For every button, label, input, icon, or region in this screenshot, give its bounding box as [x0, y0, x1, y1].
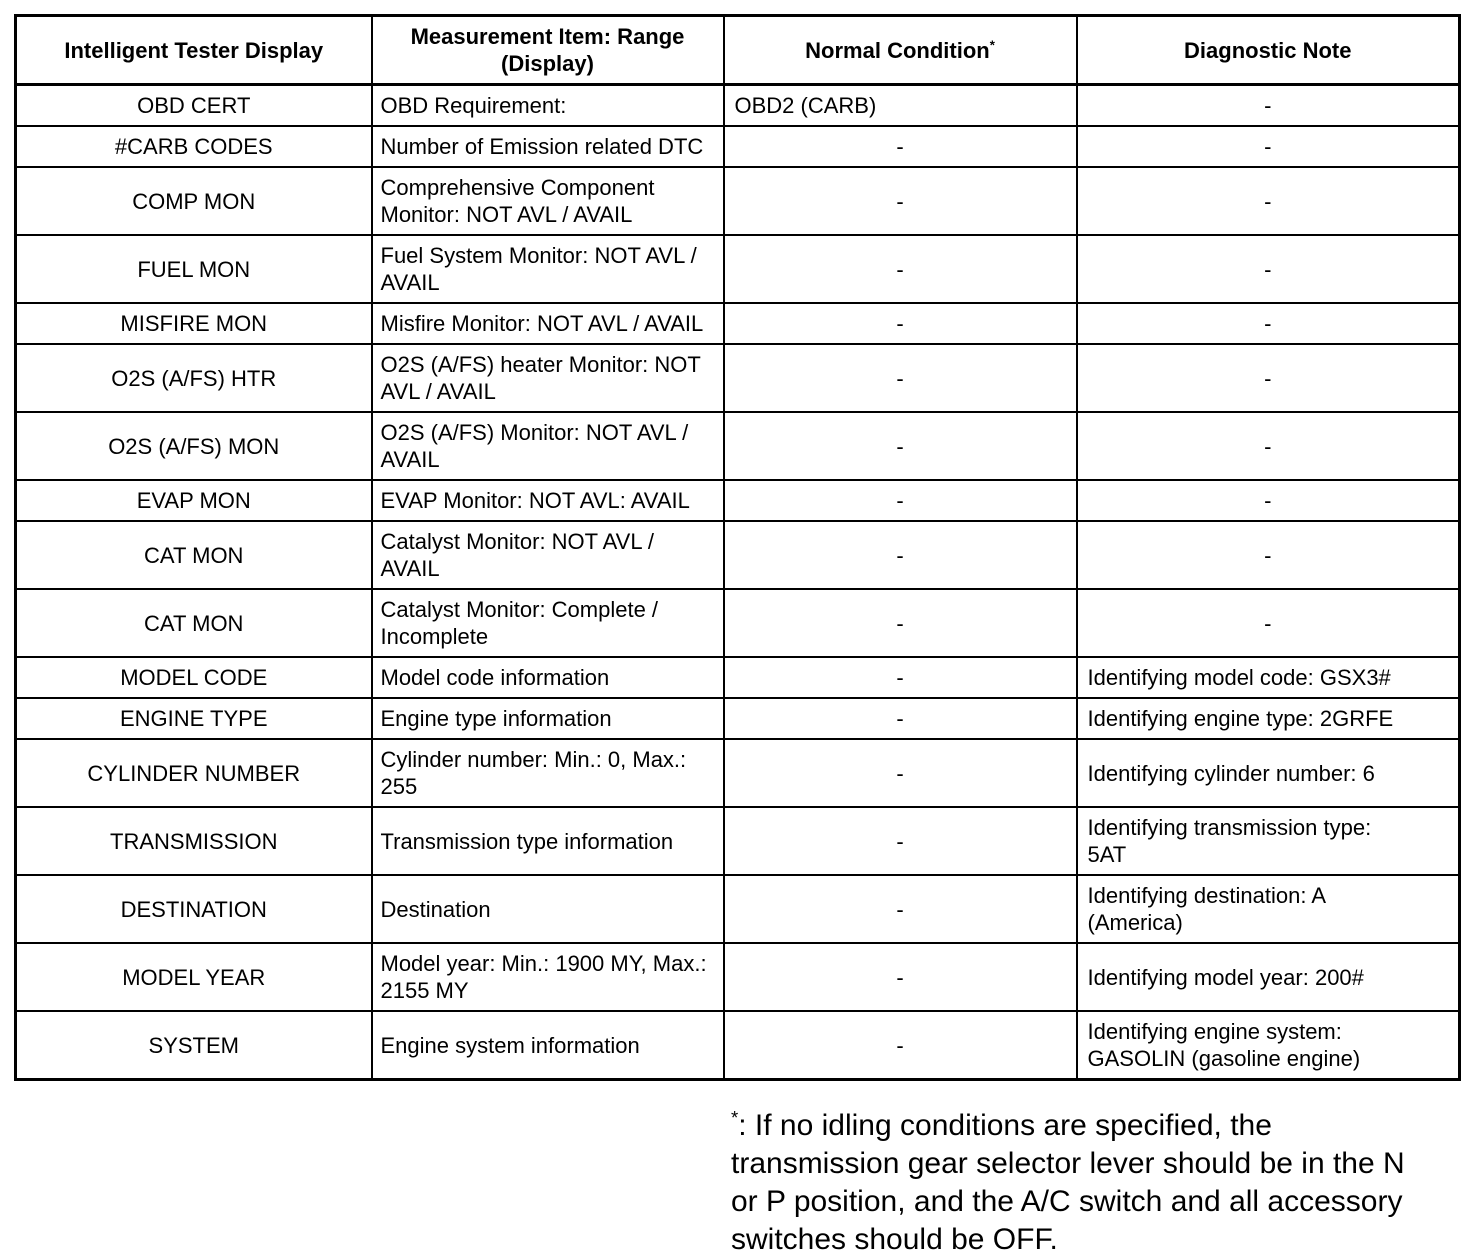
table-row [16, 521, 1460, 589]
cell-normal-condition: - [724, 235, 1077, 303]
cell-measurement-item: Model year: Min.: 1900 MY, Max.: 2155 MY [372, 943, 724, 1011]
cell-diagnostic-note: Identifying cylinder number: 6 [1077, 739, 1460, 807]
cell-tester-display: SYSTEM [16, 1011, 372, 1080]
cell-measurement-item: O2S (A/FS) heater Monitor: NOT AVL / AVAIL [372, 344, 724, 412]
cell-diagnostic-note: Identifying model code: GSX3# [1077, 657, 1460, 698]
cell-normal-condition: - [724, 875, 1077, 943]
cell-measurement-item: Engine type information [372, 698, 724, 739]
cell-diagnostic-note: Identifying destination: A (America) [1077, 875, 1460, 943]
cell-diagnostic-note: - [1077, 412, 1460, 480]
cell-normal-condition: - [724, 698, 1077, 739]
cell-tester-display: O2S (A/FS) MON [16, 412, 372, 480]
table-row [16, 1011, 1460, 1080]
cell-diagnostic-note: - [1077, 85, 1460, 127]
table-row [16, 807, 1460, 875]
table-row [16, 589, 1460, 657]
table-body [16, 85, 1460, 1080]
cell-diagnostic-note: - [1077, 589, 1460, 657]
table-row [16, 739, 1460, 807]
cell-diagnostic-note: - [1077, 344, 1460, 412]
cell-normal-condition: - [724, 303, 1077, 344]
cell-measurement-item: Transmission type information [372, 807, 724, 875]
cell-measurement-item: Engine system information [372, 1011, 724, 1080]
cell-diagnostic-note: - [1077, 480, 1460, 521]
cell-measurement-item: O2S (A/FS) Monitor: NOT AVL / AVAIL [372, 412, 724, 480]
table-row [16, 167, 1460, 235]
cell-measurement-item: OBD Requirement: [372, 85, 724, 127]
cell-measurement-item: Model code information [372, 657, 724, 698]
footnote-marker-icon: * [989, 37, 995, 53]
table-row [16, 303, 1460, 344]
cell-normal-condition: - [724, 126, 1077, 167]
cell-measurement-item: Destination [372, 875, 724, 943]
cell-tester-display: #CARB CODES [16, 126, 372, 167]
footnote-text: : If no idling conditions are specified, the transmission gear selector lever should be in the N or P position, and the A/C switch and all accessory switches should be OFF. [731, 1109, 1405, 1256]
cell-measurement-item: Number of Emission related DTC [372, 126, 724, 167]
table-row [16, 698, 1460, 739]
footnote [731, 1107, 1431, 1259]
cell-measurement-item: Comprehensive Component Monitor: NOT AVL / AVAIL [372, 167, 724, 235]
cell-tester-display: FUEL MON [16, 235, 372, 303]
table-row [16, 480, 1460, 521]
cell-diagnostic-note: Identifying engine type: 2GRFE [1077, 698, 1460, 739]
cell-tester-display: MODEL YEAR [16, 943, 372, 1011]
cell-diagnostic-note: - [1077, 126, 1460, 167]
cell-measurement-item: Catalyst Monitor: Complete / Incomplete [372, 589, 724, 657]
cell-tester-display: EVAP MON [16, 480, 372, 521]
cell-tester-display: TRANSMISSION [16, 807, 372, 875]
table-row [16, 875, 1460, 943]
table-row [16, 235, 1460, 303]
cell-measurement-item: Fuel System Monitor: NOT AVL / AVAIL [372, 235, 724, 303]
cell-normal-condition: - [724, 589, 1077, 657]
cell-normal-condition: - [724, 521, 1077, 589]
cell-normal-condition: - [724, 807, 1077, 875]
cell-diagnostic-note: Identifying transmission type: 5AT [1077, 807, 1460, 875]
cell-measurement-item: Catalyst Monitor: NOT AVL / AVAIL [372, 521, 724, 589]
cell-diagnostic-note: Identifying model year: 200# [1077, 943, 1460, 1011]
header-normal-condition-label: Normal Condition [805, 37, 990, 63]
table-row [16, 344, 1460, 412]
cell-diagnostic-note: - [1077, 235, 1460, 303]
cell-normal-condition: - [724, 344, 1077, 412]
tester-display-table [14, 14, 1461, 1081]
table-row [16, 943, 1460, 1011]
cell-diagnostic-note: Identifying engine system: GASOLIN (gasoline engine) [1077, 1011, 1460, 1080]
cell-tester-display: OBD CERT [16, 85, 372, 127]
cell-tester-display: ENGINE TYPE [16, 698, 372, 739]
cell-tester-display: CYLINDER NUMBER [16, 739, 372, 807]
cell-diagnostic-note: - [1077, 303, 1460, 344]
header-intelligent-tester-display: Intelligent Tester Display [16, 16, 372, 85]
cell-tester-display: COMP MON [16, 167, 372, 235]
table-header [16, 16, 1460, 85]
cell-normal-condition: - [724, 1011, 1077, 1080]
cell-tester-display: CAT MON [16, 589, 372, 657]
table-row [16, 85, 1460, 127]
cell-measurement-item: Misfire Monitor: NOT AVL / AVAIL [372, 303, 724, 344]
cell-normal-condition: OBD2 (CARB) [724, 85, 1077, 127]
header-normal-condition [724, 16, 1077, 85]
cell-measurement-item: EVAP Monitor: NOT AVL: AVAIL [372, 480, 724, 521]
cell-diagnostic-note: - [1077, 167, 1460, 235]
cell-normal-condition: - [724, 480, 1077, 521]
cell-normal-condition: - [724, 167, 1077, 235]
table-row [16, 126, 1460, 167]
footnote-asterisk: * [731, 1107, 739, 1128]
cell-normal-condition: - [724, 412, 1077, 480]
header-row [16, 16, 1460, 85]
table-row [16, 657, 1460, 698]
cell-measurement-item: Cylinder number: Min.: 0, Max.: 255 [372, 739, 724, 807]
cell-tester-display: O2S (A/FS) HTR [16, 344, 372, 412]
cell-diagnostic-note: - [1077, 521, 1460, 589]
cell-normal-condition: - [724, 943, 1077, 1011]
cell-tester-display: DESTINATION [16, 875, 372, 943]
cell-tester-display: MODEL CODE [16, 657, 372, 698]
cell-normal-condition: - [724, 657, 1077, 698]
cell-tester-display: MISFIRE MON [16, 303, 372, 344]
header-measurement-item-range: Measurement Item: Range (Display) [372, 16, 724, 85]
cell-normal-condition: - [724, 739, 1077, 807]
cell-tester-display: CAT MON [16, 521, 372, 589]
header-diagnostic-note: Diagnostic Note [1077, 16, 1460, 85]
table-row [16, 412, 1460, 480]
